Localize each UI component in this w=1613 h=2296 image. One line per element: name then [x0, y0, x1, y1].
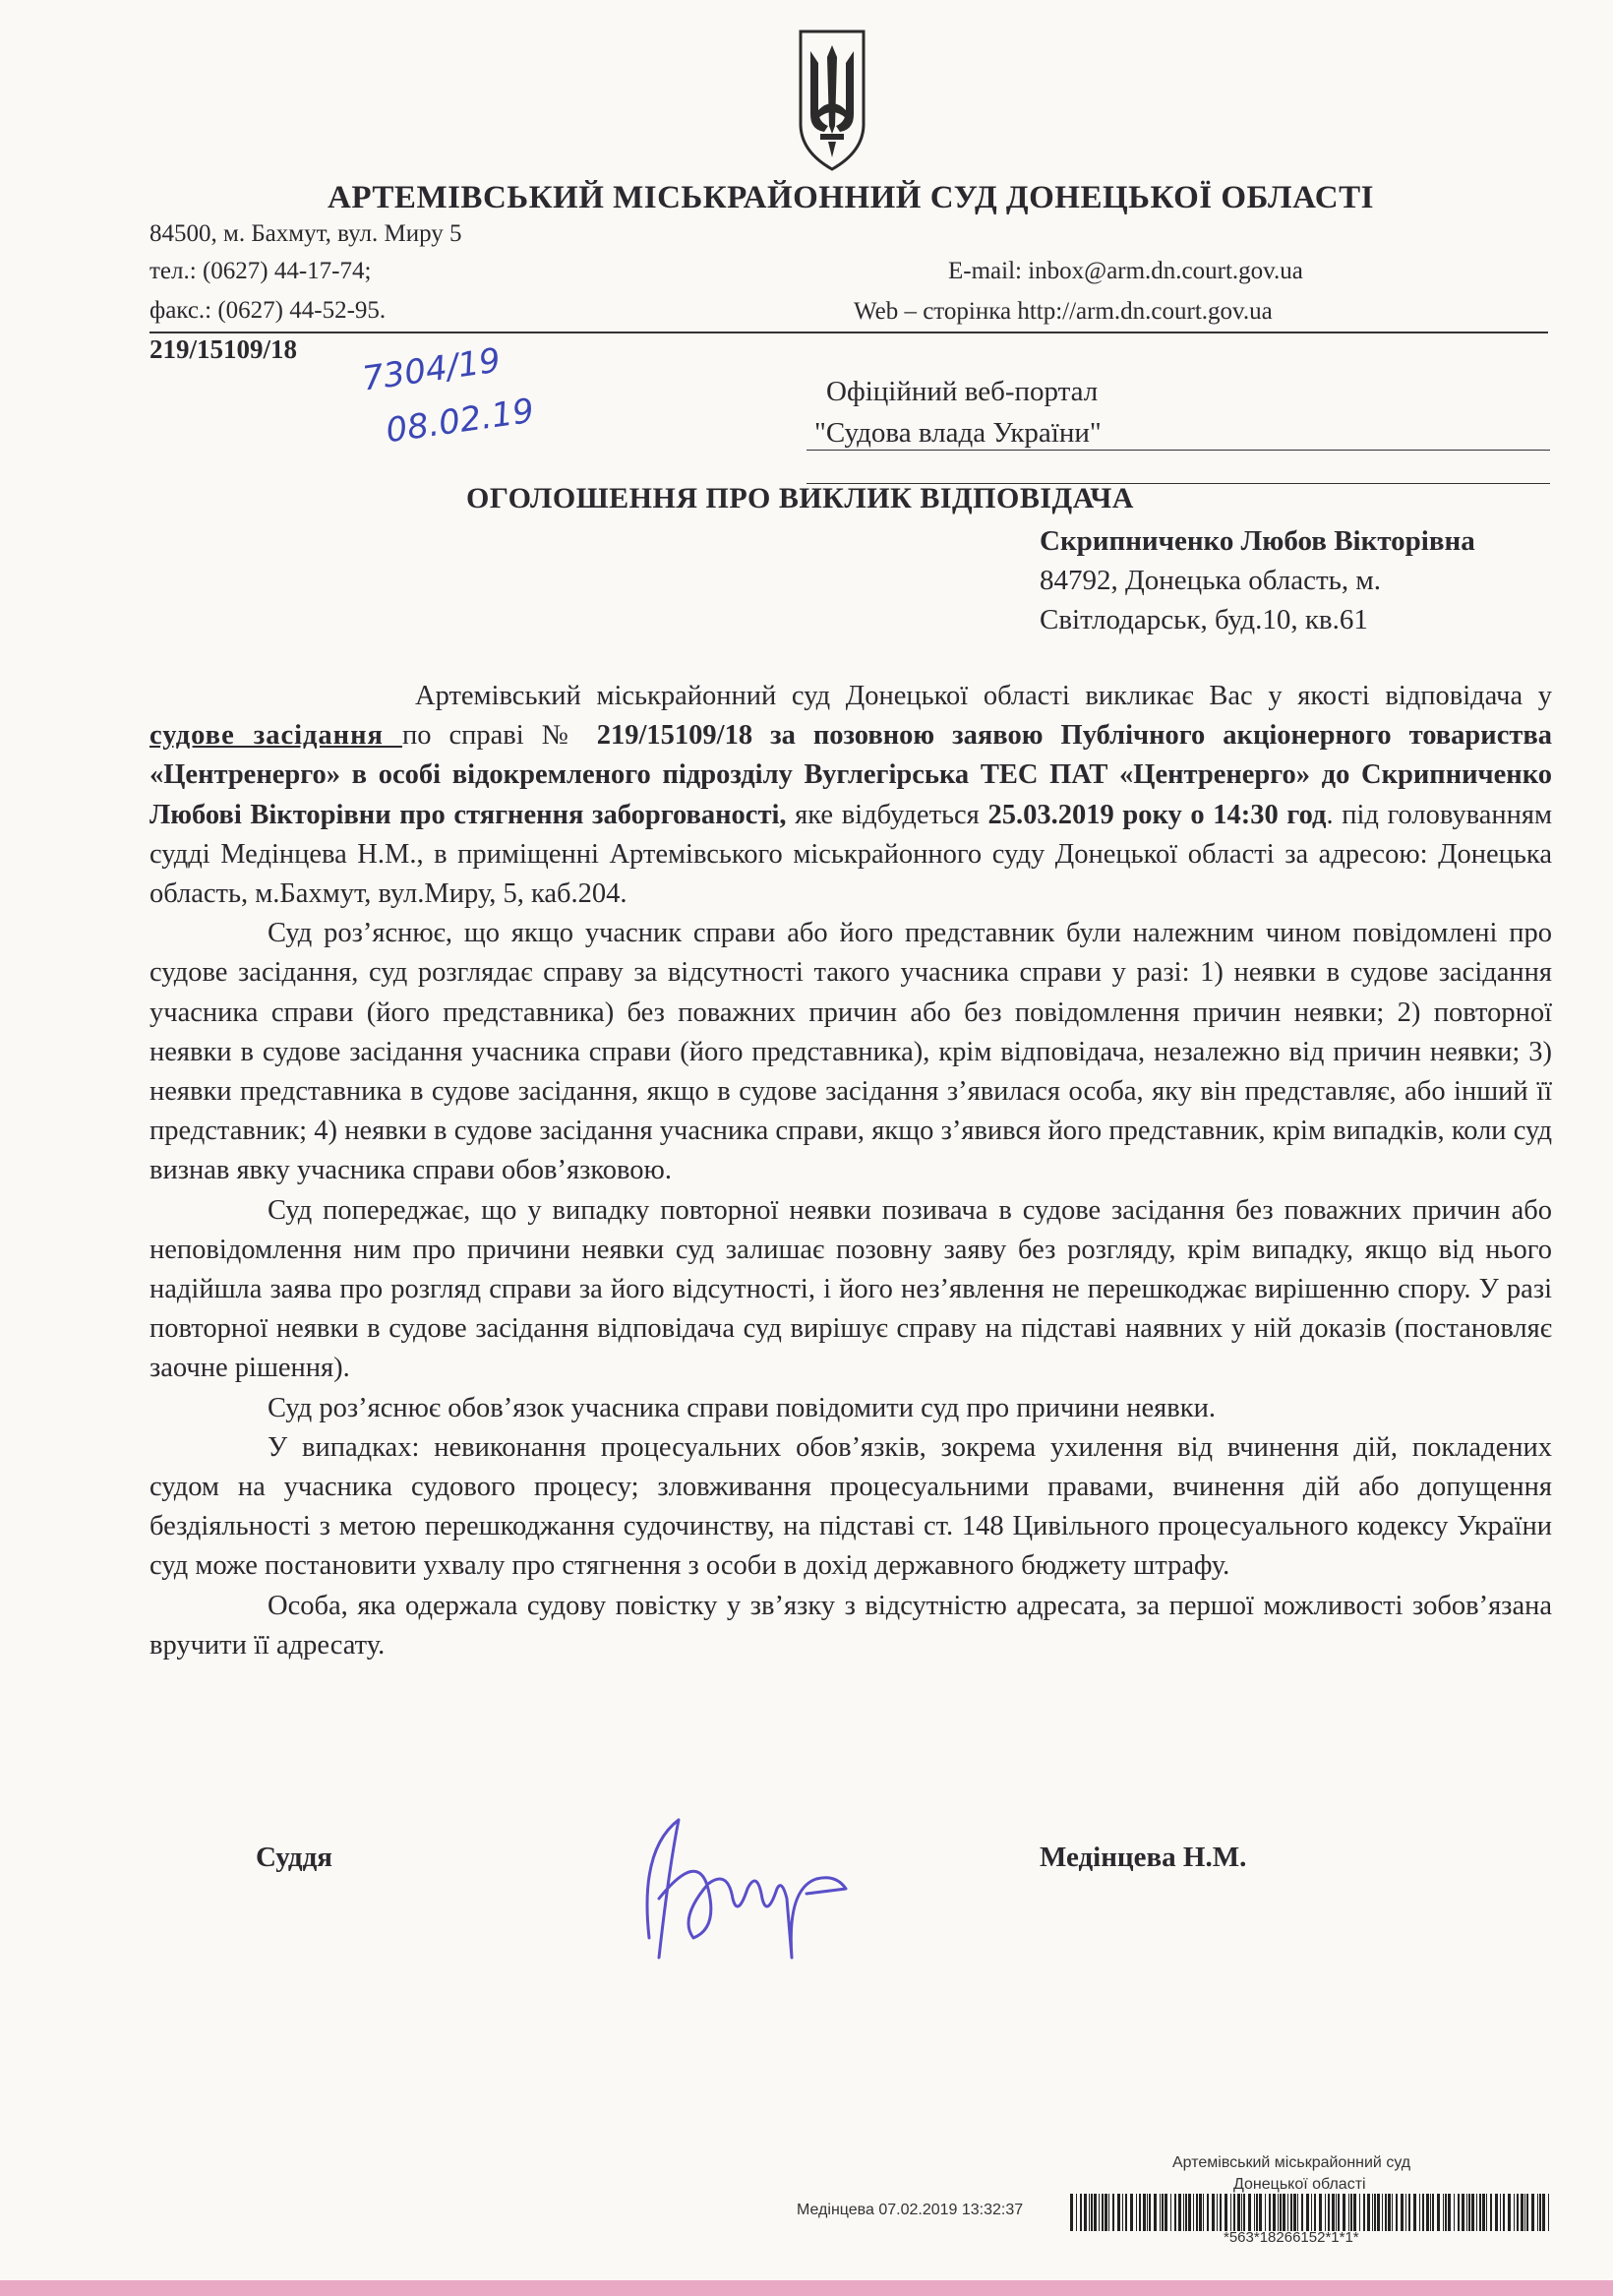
notice-body	[149, 677, 1552, 1665]
court-fax: факс.: (0627) 44-52-95.	[149, 297, 387, 324]
addressee-address-line1: 84792, Донецька область, м.	[1040, 565, 1381, 596]
judge-name: Медінцева Н.М.	[1040, 1842, 1247, 1873]
recipient-underline-1	[806, 450, 1550, 451]
stamp-author-time: Медінцева 07.02.2019 13:32:37	[797, 2202, 1024, 2218]
paragraph-duty: Суд роз’яснює обов’язок учасника справи повідомити суд про причини неявки.	[268, 1392, 1216, 1423]
notice-title: ОГОЛОШЕННЯ ПРО ВИКЛИК ВІДПОВІДАЧА	[466, 482, 1134, 514]
signature-role: Суддя	[256, 1842, 332, 1873]
recipient-portal-line2: "Судова влада України"	[814, 417, 1102, 449]
court-website: Web – сторінка http://arm.dn.court.gov.ua	[854, 298, 1273, 325]
page-edge	[0, 2280, 1613, 2296]
case-description: 219/15109/18 за позовною заявою Публічного акціонерного товариства «Центренерго» в особі відокремленого підрозділу Вуглегірська ТЕС ПАТ «Центренерго» до Скрипниченко Любові Вікторівни про стягнення заборгованості,	[149, 720, 1552, 830]
addressee-address-line2: Світлодарськ, буд.10, кв.61	[1040, 604, 1368, 635]
court-name: АРТЕМІВСЬКИЙ МІСЬКРАЙОННИЙ СУД ДОНЕЦЬКОЇ ОБЛАСТІ	[328, 180, 1374, 215]
case-number: 219/15109/18	[149, 334, 298, 364]
handwritten-signature-icon	[610, 1790, 856, 1977]
hearing-datetime: 25.03.2019 року о 14:30 год	[987, 799, 1327, 830]
handwritten-date: 08.02.19	[383, 391, 537, 452]
court-phone: тел.: (0627) 44-17-74;	[149, 258, 372, 284]
recipient-portal-line1: Офіційний веб-портал	[826, 376, 1099, 407]
stamp-court-line1: Артемівський міськрайонний суд	[1172, 2154, 1411, 2171]
paragraph-penalty: У випадках: невиконання процесуальних обов’язків, зокрема ухилення від вчинення дій, покладених судом на учасника судового процесу; зловживання процесуальними правами, вчинення дій або допущення бездіяльності з метою перешкоджання судочинству, на підставі ст. 148 Цивільного процесуального кодексу України суд може постановити ухвалу про стягнення з особи в дохід державного бюджету штрафу.	[149, 1431, 1552, 1582]
paragraph-summons: Артемівський міськрайонний суд Донецької області викликає Вас у якості відповідача у судове засідання по справі № 219/15109/18 за позовною заявою Публічного акціонерного товариства «Центренерго» в особі відокремленого підрозділу Вуглегірська ТЕС ПАТ «Центренерго» до Скрипниченко Любові Вікторівни про стягнення заборгованості, яке відбудеться 25.03.2019 року о 14:30 год. під головуванням судді Медінцева Н.М., в приміщенні Артемівського міськрайонного суду Донецької області за адресою: Донецька область, м.Бахмут, вул.Миру, 5, каб.204.	[149, 681, 1553, 910]
stamp-court-line2: Донецької області	[1233, 2176, 1366, 2193]
barcode-code: *563*18266152*1*1*	[1224, 2229, 1359, 2246]
addressee-name: Скрипниченко Любов Вікторівна	[1040, 525, 1475, 557]
handwritten-reg-number: 7304/19	[359, 340, 504, 399]
paragraph-delivery: Особа, яка одержала судову повістку у зв’язку з відсутністю адресата, за першої можливості зобов’язана вручити її адресату.	[149, 1590, 1552, 1661]
coat-of-arms-icon	[795, 28, 869, 173]
paragraph-absence-rules: Суд роз’яснює, що якщо учасник справи або його представник були належним чином повідомлені про судове засідання, суд розглядає справу за відсутності такого учасника справи у разі: 1) неявки в судове засідання учасника справи (його представника) без поважних причин або без повідомлення причин неявки; 2) повторної неявки в судове засідання учасника справи (його представника), крім відповідача, незалежно від причин неявки; 3) неявки представника в судове засідання, якщо в судове засідання з’явилася особа, яку він представляє, або інший її представник; 4) неявки в судове засідання учасника справи, якщо з’явився його представник, крім випадків, коли суд визнав явку учасника справи обов’язковою.	[149, 918, 1552, 1186]
hearing-label: судове засідання	[149, 720, 402, 752]
paragraph-warning: Суд попереджає, що у випадку повторної неявки позивача в судове засідання без поважних причин або неповідомлення ним про причини неявки суд залишає позовну заяву без розгляду, крім випадку, якщо від нього надійшла заява про розгляд справи за його відсутності, і його нез’явлення не перешкоджає вирішенню спору. У разі повторної неявки в судове засідання відповідача суд вирішує справу на підставі наявних у ній доказів (постановляє заочне рішення).	[149, 1194, 1552, 1384]
court-email: E-mail: inbox@arm.dn.court.gov.ua	[948, 258, 1303, 284]
court-address: 84500, м. Бахмут, вул. Миру 5	[149, 220, 462, 247]
barcode-icon	[1070, 2194, 1549, 2231]
header-divider	[149, 332, 1548, 333]
